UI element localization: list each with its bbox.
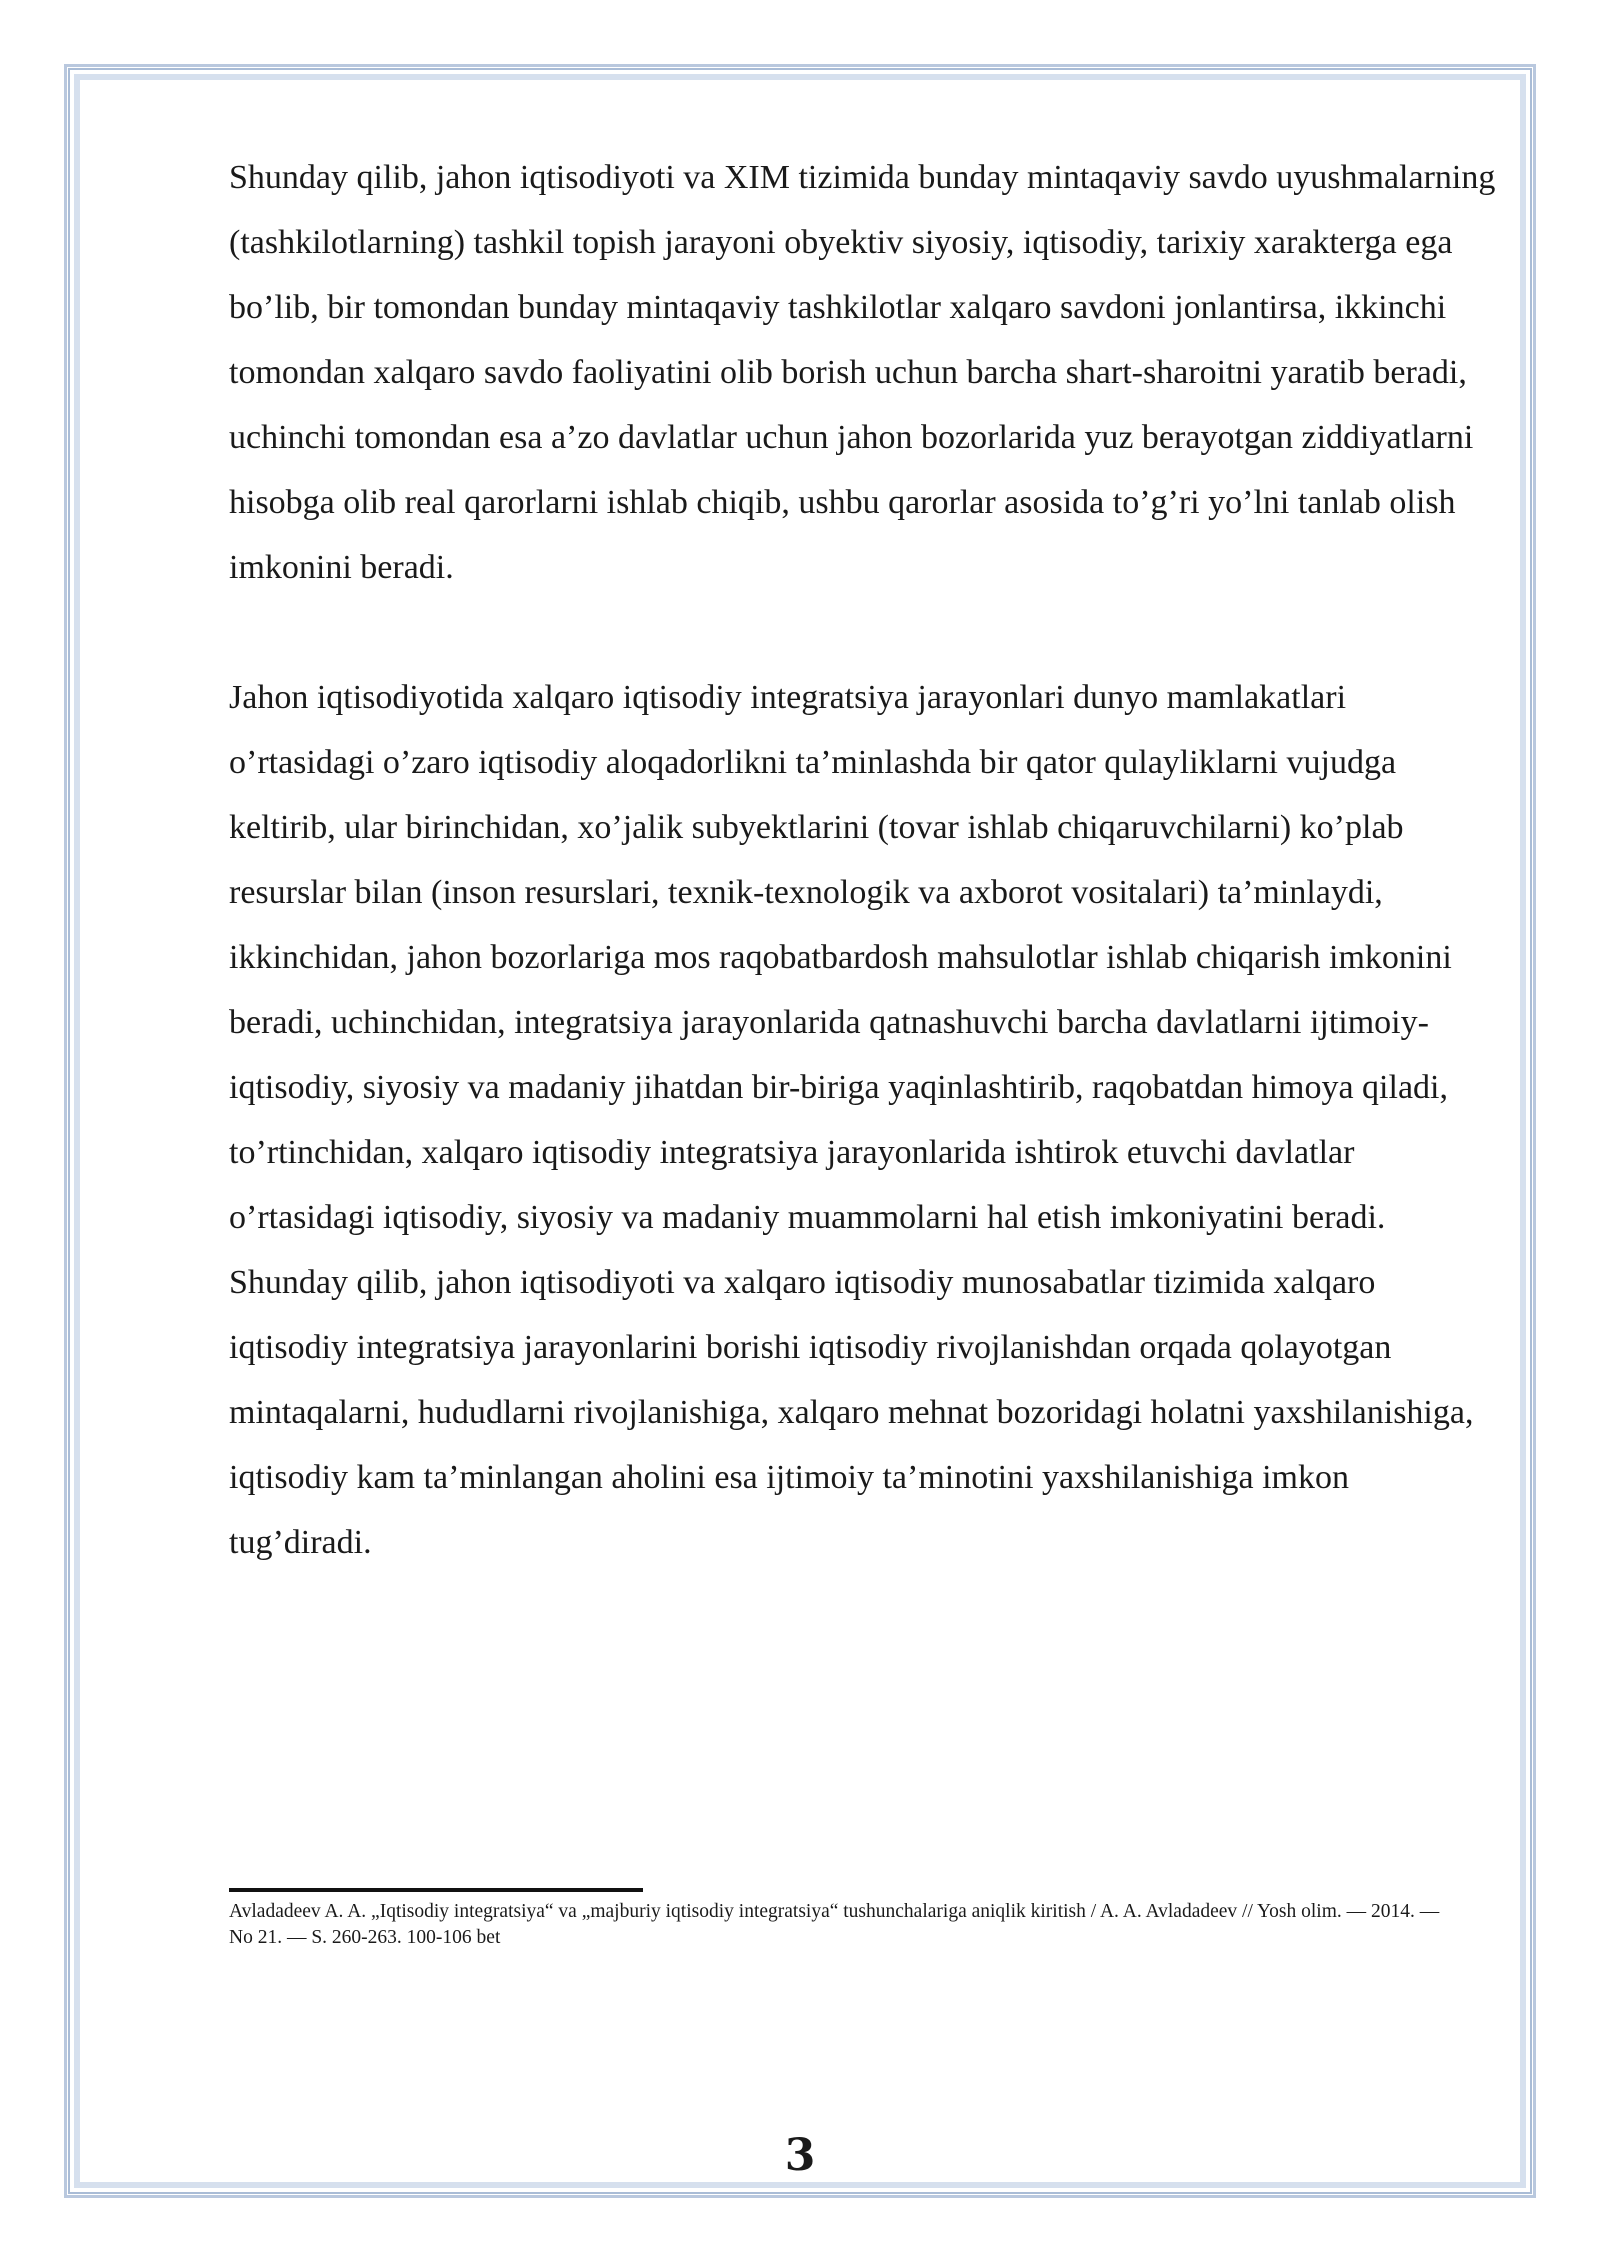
footnote-separator xyxy=(229,1888,643,1892)
paragraph-1: Shunday qilib, jahon iqtisodiyoti va XIM tizimida bunday mintaqaviy savdo uyushmalarning (tashkilotlarning) tashkil topish jarayoni obyektiv siyosiy, iqtisodiy, tarixiy xarakterga ega bo’lib, bir tomondan bunday mintaqaviy tashkilotlar xalqaro savdoni jonlantirsa, ikkinchi tomondan xalqaro savdo faoliyatini olib borish uchun barcha shart-sharoitni yaratib beradi, uchinchi tomondan esa a’zo davlatlar uchun jahon bozorlarida yuz berayotgan ziddiyatlarni hisobga olib real qarorlarni ishlab chiqib, ushbu qarorlar asosida to’g’ri yo’lni tanlab olish imkonini beradi. xyxy=(229,159,1496,586)
paragraph-2: Jahon iqtisodiyotida xalqaro iqtisodiy integratsiya jarayonlari dunyo mamlakatlari o’rtasidagi o’zaro iqtisodiy aloqadorlikni ta’minlashda bir qator qulayliklarni vujudga keltirib, ular birinchidan, xo’jalik subyektlarini (tovar ishlab chiqaruvchilarni) ko’plab resurslar bilan (inson resurslari, texnik-texnologik va axborot vositalari) ta’minlaydi, ikkinchidan, jahon bozorlariga mos raqobatbardosh mahsulotlar ishlab chiqarish imkonini beradi, uchinchidan, integratsiya jarayonlarida qatnashuvchi barcha davlatlarni ijtimoiy-iqtisodiy, siyosiy va madaniy jihatdan bir-biriga yaqinlashtirib, raqobatdan himoya qiladi, to’rtinchidan, xalqaro iqtisodiy integratsiya jarayonlarida ishtirok etuvchi davlatlar o’rtasidagi iqtisodiy, siyosiy va madaniy muammolarni hal etish imkoniyatini beradi. Shunday qilib, jahon iqtisodiyoti va xalqaro iqtisodiy munosabatlar tizimida xalqaro iqtisodiy integratsiya jarayonlarini borishi iqtisodiy rivojlanishdan orqada qolayotgan mintaqalarni, hududlarni rivojlanishiga, xalqaro mehnat bozoridagi holatni yaxshilanishiga, iqtisodiy kam ta’minlangan aholini esa ijtimoiy ta’minotini yaxshilanishiga imkon tug’diradi. xyxy=(229,679,1474,1561)
document-body xyxy=(229,145,1499,1575)
footnote: Avladadeev A. A. „Iqtisodiy integratsiya“ va „majburiy iqtisodiy integratsiya“ tushunchalariga aniqlik kiritish / A. A. Avladadeev // Yosh olim. — 2014. — No 21. — S. 260-263. 100-106 bet xyxy=(229,1901,1440,1948)
page-number: 3 xyxy=(784,2130,816,2181)
